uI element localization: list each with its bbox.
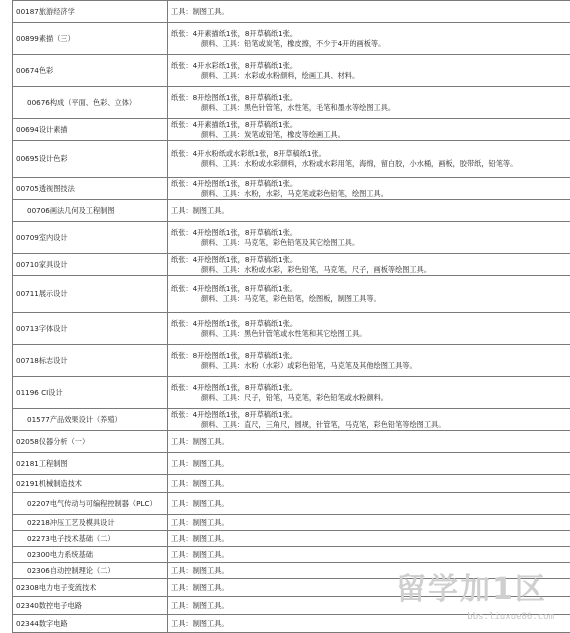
course-name: 00674色彩 bbox=[13, 55, 168, 87]
table-row bbox=[13, 493, 570, 515]
course-name: 02344数字电路 bbox=[13, 615, 168, 633]
table-row bbox=[13, 313, 570, 345]
table-row bbox=[13, 119, 570, 141]
course-name: 00695设计色彩 bbox=[13, 141, 168, 178]
table-row bbox=[13, 345, 570, 377]
requirements: 纸张：4开水粉纸或水彩纸1张，8开草稿纸1张。 颜料、工具：水粉或水彩颜料，水粉或水彩用笔，海绵，留白胶，小水桶，画板，胶带纸，铅笔等。 bbox=[168, 141, 570, 178]
table-row bbox=[13, 547, 570, 563]
course-name: 00899素描（三） bbox=[13, 23, 168, 55]
table-row bbox=[13, 409, 570, 431]
table-row bbox=[13, 222, 570, 254]
requirements: 工具：制图工具。 bbox=[168, 431, 570, 453]
table-row bbox=[13, 453, 570, 475]
course-name: 02058仪器分析（一） bbox=[13, 431, 168, 453]
table-row bbox=[13, 475, 570, 493]
course-name: 02300电力系统基础 bbox=[13, 547, 168, 563]
requirements: 纸张：4开素描纸1张，8开草稿纸1张。 颜料、工具：铅笔或炭笔，橡皮擦，不少于4开的画板等。 bbox=[168, 23, 570, 55]
table-row bbox=[13, 377, 570, 409]
course-name: 02207电气传动与可编程控制器（PLC） bbox=[13, 493, 168, 515]
course-name: 02306自动控制理论（二） bbox=[13, 563, 168, 579]
requirements: 工具：制图工具。 bbox=[168, 597, 570, 615]
requirements: 工具：制图工具。 bbox=[168, 531, 570, 547]
requirements: 纸张：4开水彩纸1张，8开草稿纸1张。 颜料、工具：水彩或水粉颜料，绘画工具、材料。 bbox=[168, 55, 570, 87]
table-row bbox=[13, 23, 570, 55]
requirements: 纸张：8开绘图纸1张，8开草稿纸1张。 颜料、工具：水粉（水彩）或彩色铅笔，马克笔及其他绘图工具等。 bbox=[168, 345, 570, 377]
table-row bbox=[13, 1, 570, 23]
requirements: 工具：制图工具。 bbox=[168, 563, 570, 579]
requirements: 工具：制图工具。 bbox=[168, 493, 570, 515]
course-name: 02218冲压工艺及模具设计 bbox=[13, 515, 168, 531]
table-row bbox=[13, 276, 570, 313]
course-name: 00710家具设计 bbox=[13, 254, 168, 276]
requirements: 纸张：8开绘图纸1张，8开草稿纸1张。 颜料、工具：黑色针管笔，水性笔，毛笔和墨水等绘图工具。 bbox=[168, 87, 570, 119]
requirements: 工具：制图工具。 bbox=[168, 475, 570, 493]
requirements: 工具：制图工具。 bbox=[168, 1, 570, 23]
table-row bbox=[13, 141, 570, 178]
course-name: 02308电力电子变流技术 bbox=[13, 579, 168, 597]
table-row bbox=[13, 531, 570, 547]
course-name: 02191机械制造技术 bbox=[13, 475, 168, 493]
course-name: 00706画法几何及工程制图 bbox=[13, 200, 168, 222]
requirements: 纸张：4开绘图纸1张，8开草稿纸1张。 颜料、工具：尺子，铅笔，马克笔，彩色铅笔或水粉颜料。 bbox=[168, 377, 570, 409]
table-row bbox=[13, 200, 570, 222]
requirements: 纸张：4开绘图纸1张，8开草稿纸1张。 颜料、工具：水粉，水彩，马克笔或彩色铅笔，绘图工具。 bbox=[168, 178, 570, 200]
course-name: 02181工程制图 bbox=[13, 453, 168, 475]
course-name: 00718标志设计 bbox=[13, 345, 168, 377]
course-name: 01196 CI设计 bbox=[13, 377, 168, 409]
requirements: 纸张：4开绘图纸1张，8开草稿纸1张。 颜料、工具：马克笔，彩色铅笔，绘图板，制图工具等。 bbox=[168, 276, 570, 313]
table-row bbox=[13, 55, 570, 87]
exam-tools-table bbox=[12, 0, 562, 633]
course-name: 00711展示设计 bbox=[13, 276, 168, 313]
requirements: 纸张：4开绘图纸1张，8开草稿纸1张。 颜料、工具：黑色针管笔或水性笔和其它绘图工具。 bbox=[168, 313, 570, 345]
requirements: 工具：制图工具。 bbox=[168, 547, 570, 563]
watermark-url: bbs.liuxue86.com bbox=[467, 612, 554, 622]
requirements: 纸张：4开绘图纸1张，8开草稿纸1张。 颜料、工具：水粉或水彩，彩色铅笔，马克笔，尺子，画板等绘图工具。 bbox=[168, 254, 570, 276]
requirements: 工具：制图工具。 bbox=[168, 579, 570, 597]
table-row bbox=[13, 254, 570, 276]
course-name: 00694设计素描 bbox=[13, 119, 168, 141]
course-name: 00709室内设计 bbox=[13, 222, 168, 254]
course-name: 02273电子技术基础（二） bbox=[13, 531, 168, 547]
course-name: 01577产品效果设计（养殖） bbox=[13, 409, 168, 431]
requirements: 纸张：4开绘图纸1张，8开草稿纸1张。 颜料、工具：直尺，三角尺，圆规，针管笔，马克笔，彩色铅笔等绘图工具。 bbox=[168, 409, 570, 431]
watermark-logo: 留学加1区 bbox=[396, 564, 556, 608]
requirements: 工具：制图工具。 bbox=[168, 453, 570, 475]
course-name: 02340数控电子电路 bbox=[13, 597, 168, 615]
table-row bbox=[13, 178, 570, 200]
course-name: 00713字体设计 bbox=[13, 313, 168, 345]
table-row bbox=[13, 431, 570, 453]
requirements: 工具：制图工具。 bbox=[168, 515, 570, 531]
course-name: 00705透视图技法 bbox=[13, 178, 168, 200]
requirements: 纸张：4开素描纸1张，8开草稿纸1张。 颜料、工具：炭笔或铅笔，橡皮等绘画工具。 bbox=[168, 119, 570, 141]
requirements: 工具：制图工具。 bbox=[168, 200, 570, 222]
requirements: 纸张：4开绘图纸1张，8开草稿纸1张。 颜料、工具：马克笔，彩色铅笔及其它绘图工具。 bbox=[168, 222, 570, 254]
table-row bbox=[13, 579, 570, 597]
requirements: 工具：制图工具。 bbox=[168, 615, 570, 633]
table-row bbox=[13, 597, 570, 615]
table-row bbox=[13, 563, 570, 579]
course-name: 00187旅游经济学 bbox=[13, 1, 168, 23]
table-row bbox=[13, 87, 570, 119]
table-row bbox=[13, 515, 570, 531]
course-name: 00676构成（平面、色彩、立体） bbox=[13, 87, 168, 119]
